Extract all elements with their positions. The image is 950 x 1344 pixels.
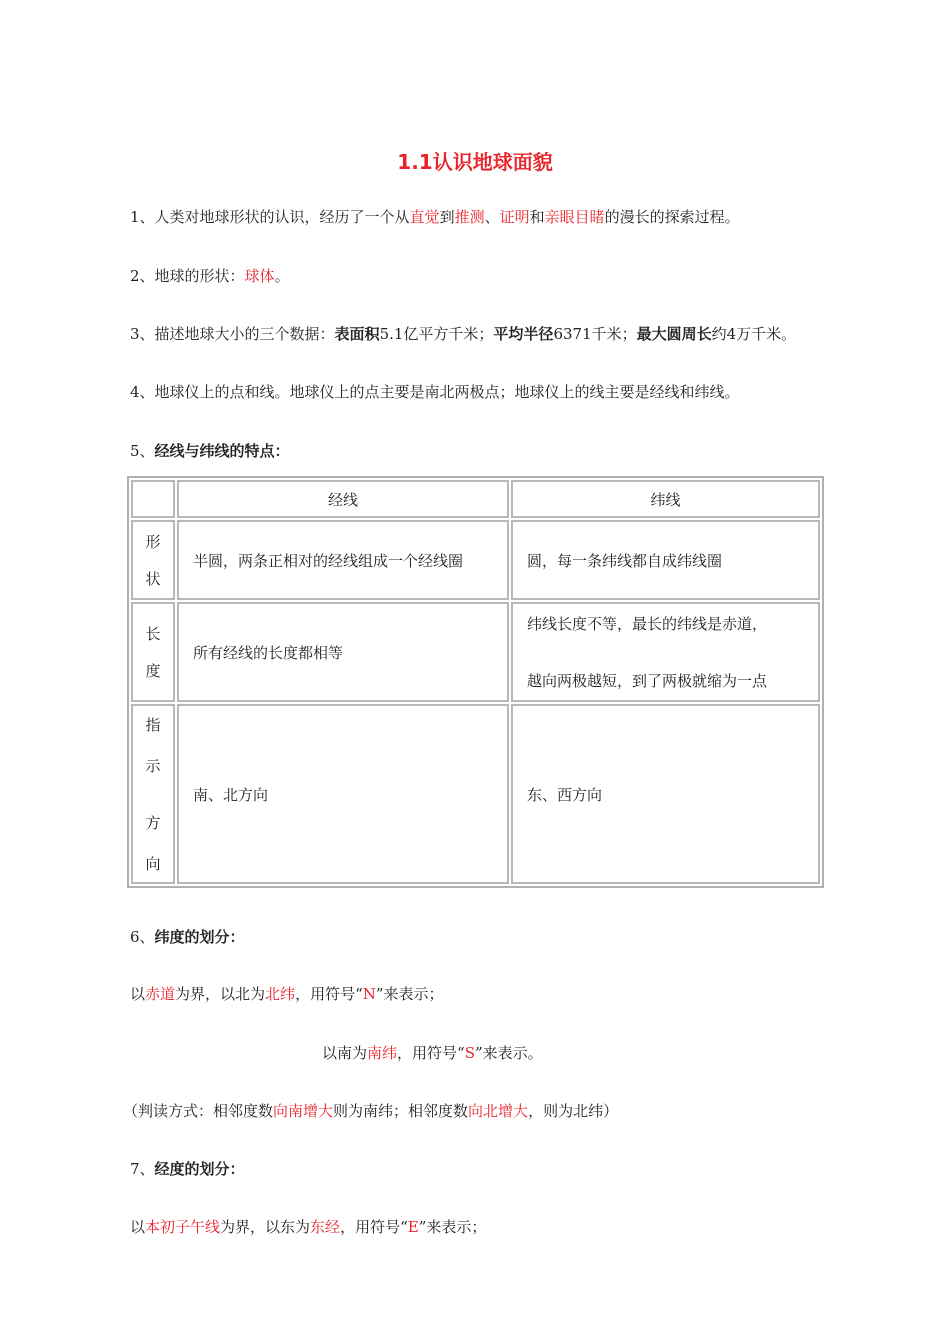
label-char: 示 [145,757,161,775]
table-row [131,602,820,702]
features-table [127,476,824,888]
table-row [131,520,820,600]
text: 5、 [130,442,155,460]
text: 和 [529,208,545,226]
paragraph-7a [130,1216,486,1238]
paragraph-6b [322,1042,543,1064]
text: 7、 [130,1160,155,1178]
bold-heading: 经线与纬线的特点： [154,442,290,460]
bold-heading: 纬度的划分： [154,928,245,946]
cell-line: 纬线长度不等，最长的纬线是赤道， [527,615,768,633]
text: ，用符号“ [397,1044,465,1062]
text: 以南为 [322,1044,368,1062]
label-char: 方 [145,814,161,832]
cell-line: 越向两极越短，到了两极就缩为一点 [527,672,768,690]
label-char: 长 [145,625,161,643]
table-cell [511,602,820,702]
text: 6、 [130,928,155,946]
row-label [131,520,175,600]
paragraph-7 [130,1158,245,1180]
highlight: 向北增大 [468,1102,529,1120]
paragraph-1 [130,206,740,228]
bold-term: 最大圆周长 [636,325,712,343]
text: 则为南纬；相邻度数 [333,1102,469,1120]
paragraph-6c [123,1100,618,1122]
table-cell: 所有经线的长度都相等 [177,602,509,702]
text: ，用符号“ [340,1218,408,1236]
text: ”来表示； [375,985,444,1003]
highlight: 亲眼目睹 [544,208,605,226]
highlight: E [407,1218,419,1236]
highlight: 东经 [310,1218,341,1236]
highlight: 直觉 [409,208,440,226]
paragraph-3 [130,323,796,345]
highlight: 南纬 [367,1044,398,1062]
page-title: 1.1认识地球面貌 [397,150,553,174]
table-cell: 东、西方向 [511,704,820,884]
text: 到 [439,208,455,226]
text: 2、地球的形状： [130,267,245,285]
highlight: 赤道 [145,985,176,1003]
paragraph-5 [130,440,290,462]
table-header-row [131,480,820,518]
bold-heading: 经度的划分： [154,1160,245,1178]
text: 1、人类对地球形状的认识，经历了一个从 [130,208,410,226]
table-cell: 南、北方向 [177,704,509,884]
table-cell: 半圆，两条正相对的经线组成一个经线圈 [177,520,509,600]
bold-term: 表面积 [334,325,380,343]
table-row [131,704,820,884]
paragraph-4: 4、地球仪上的点和线。地球仪上的点主要是南北两极点；地球仪上的线主要是经线和纬线。 [130,383,740,401]
header-cell: 纬线 [511,480,820,518]
text: 3、描述地球大小的三个数据： [130,325,335,343]
highlight: 球体 [244,267,275,285]
text: 6371千米； [553,325,637,343]
text: 以 [130,1218,146,1236]
highlight: 北纬 [265,985,296,1003]
highlight: N [362,985,376,1003]
label-char: 状 [145,570,161,588]
text: 为界，以东为 [220,1218,311,1236]
paragraph-6 [130,926,245,948]
header-cell [131,480,175,518]
label-char: 度 [145,662,161,680]
paragraph-2 [130,265,290,287]
text: 约4万千米。 [711,325,797,343]
text: ”来表示。 [474,1044,543,1062]
highlight: 向南增大 [273,1102,334,1120]
label-char: 指 [145,716,161,734]
highlight: S [464,1044,475,1062]
text: ，则为北纬） [528,1102,619,1120]
row-label [131,704,175,884]
text: 为界，以北为 [175,985,266,1003]
text: 5.1亿平方千米； [379,325,494,343]
text: 的漫长的探索过程。 [604,208,740,226]
highlight: 推测 [454,208,485,226]
row-label [131,602,175,702]
paragraph-6a [130,983,444,1005]
text: ，用符号“ [295,985,363,1003]
text: 、 [484,208,500,226]
table-cell: 圆，每一条纬线都自成纬线圈 [511,520,820,600]
label-char: 向 [145,855,161,873]
bold-term: 平均半径 [493,325,554,343]
header-cell: 经线 [177,480,509,518]
highlight: 证明 [499,208,530,226]
highlight: 本初子午线 [145,1218,221,1236]
label-char: 形 [145,533,161,551]
text: （判读方式：相邻度数 [123,1102,274,1120]
text: ”来表示； [418,1218,487,1236]
text: 。 [274,267,290,285]
text: 以 [130,985,146,1003]
